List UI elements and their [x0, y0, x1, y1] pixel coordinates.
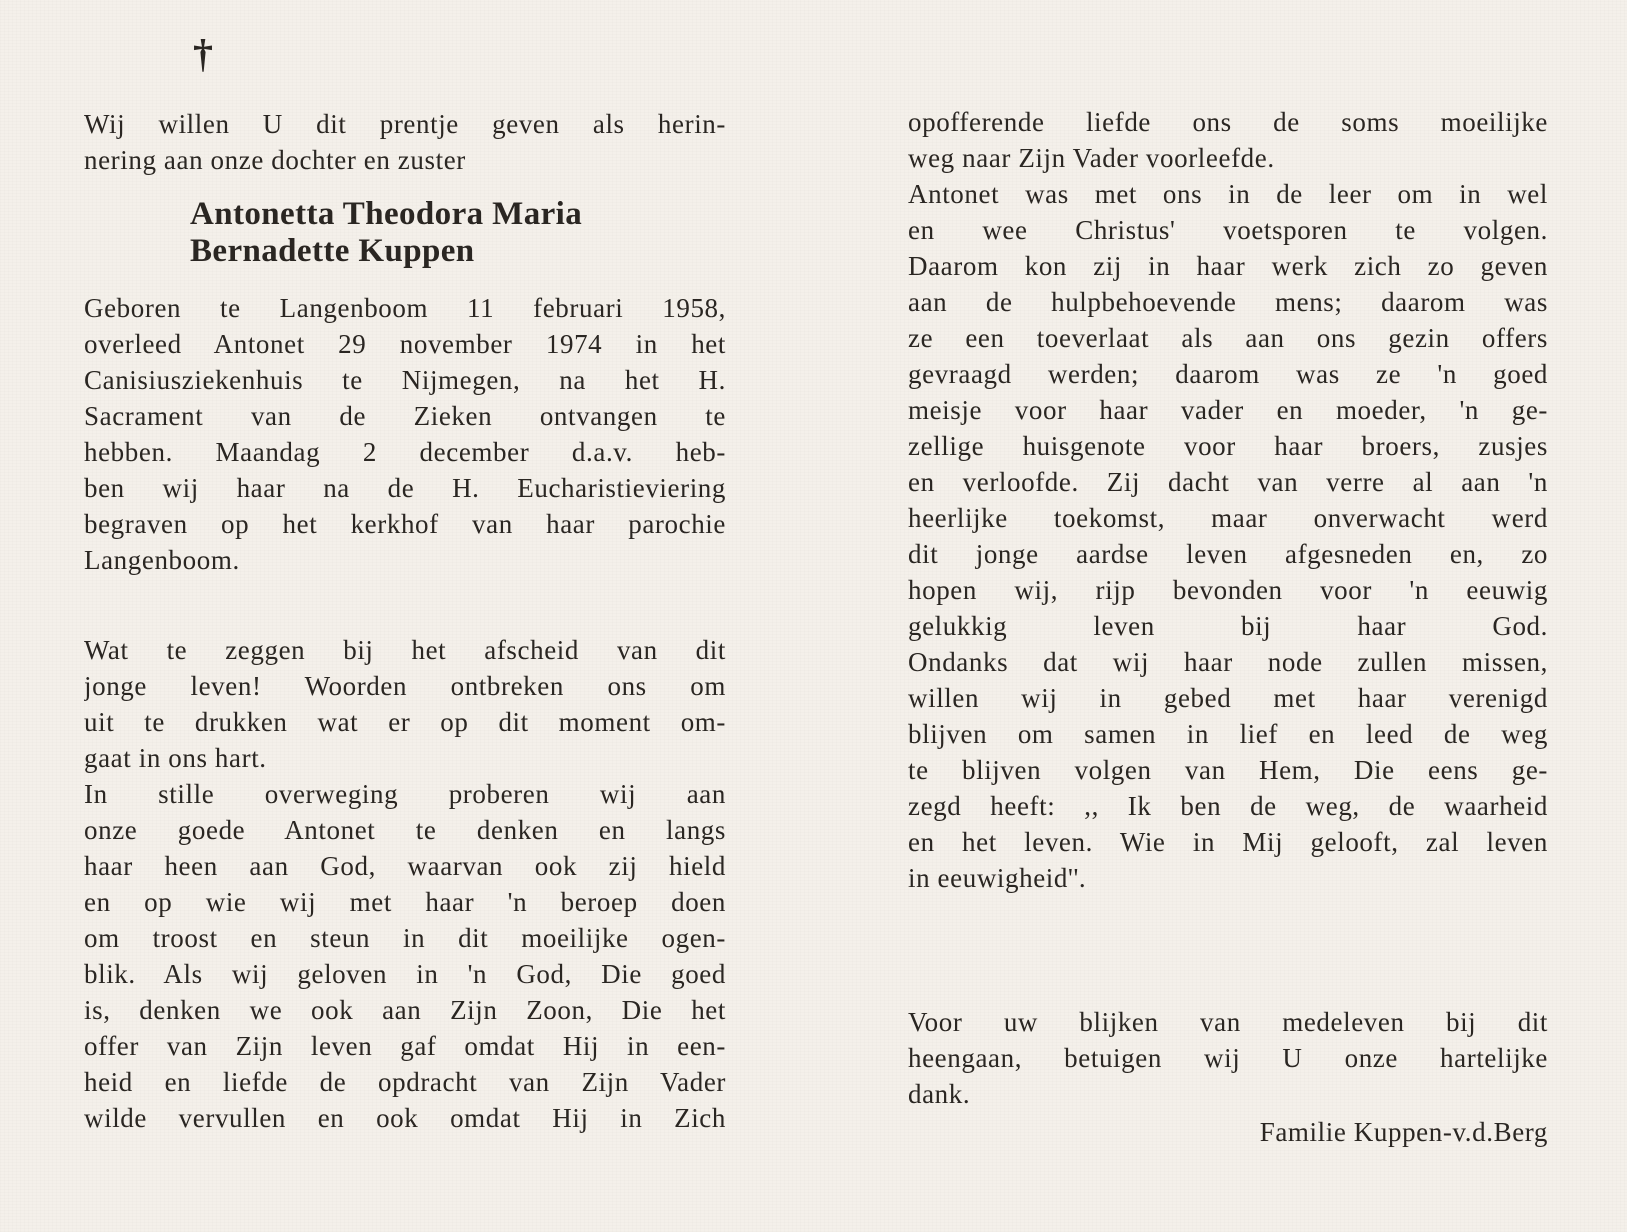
text-line: willen wij in gebed met haar verenigd — [908, 683, 1548, 713]
text-line: gevraagd werden; daarom was ze 'n goed — [908, 359, 1548, 389]
text-line: wilde vervullen en ook omdat Hij in Zich — [84, 1103, 726, 1133]
text-line: weg naar Zijn Vader voorleefde. — [908, 143, 1275, 173]
text-line: en op wie wij met haar 'n beroep doen — [84, 887, 726, 917]
spacer — [84, 578, 726, 632]
text-line: meisje voor haar vader en moeder, 'n ge- — [908, 395, 1548, 425]
text-line: zellige huisgenote voor haar broers, zusjes — [908, 431, 1548, 461]
family-signature: Familie Kuppen-v.d.Berg — [1259, 1117, 1548, 1147]
text-line: dank. — [908, 1079, 971, 1109]
text-line: gaat in ons hart. — [84, 743, 267, 773]
cross-icon: † — [193, 31, 213, 76]
text-line: te blijven volgen van Hem, Die eens ge- — [908, 755, 1548, 785]
text-line: offer van Zijn leven gaf omdat Hij in een- — [84, 1031, 726, 1061]
text-line: Langenboom. — [84, 545, 240, 575]
reflection-paragraph — [84, 632, 726, 1136]
right-column — [908, 104, 1548, 1112]
text-line: Voor uw blijken van medeleven bij dit — [908, 1007, 1548, 1037]
text-line: Ondanks dat wij haar node zullen missen, — [908, 647, 1548, 677]
text-line: aan de hulpbehoevende mens; daarom was — [908, 287, 1548, 317]
text-line: ze een toeverlaat als aan ons gezin offers — [908, 323, 1548, 353]
text-line: overleed Antonet 29 november 1974 in het — [84, 329, 726, 359]
text-line: blijven om samen in lief en leed de weg — [908, 719, 1548, 749]
text-line: haar heen aan God, waarvan ook zij hield — [84, 851, 726, 881]
continuation-paragraph — [908, 104, 1548, 896]
text-line: uit te drukken wat er op dit moment om- — [84, 707, 726, 737]
text-line: dit jonge aardse leven afgesneden en, zo — [908, 539, 1548, 569]
biography-paragraph — [84, 290, 726, 578]
text-line: nering aan onze dochter en zuster — [84, 145, 466, 175]
text-line: heengaan, betuigen wij U onze hartelijke — [908, 1043, 1548, 1073]
left-column — [84, 106, 726, 1136]
text-line: heid en liefde de opdracht van Zijn Vader — [84, 1067, 726, 1097]
text-line: hebben. Maandag 2 december d.a.v. heb- — [84, 437, 726, 467]
name-line: Antonetta Theodora Maria — [190, 196, 583, 232]
text-line: en wee Christus' voetsporen te volgen. — [908, 215, 1548, 245]
text-line: om troost en steun in dit moeilijke ogen- — [84, 923, 726, 953]
text-line: jonge leven! Woorden ontbreken ons om — [84, 671, 726, 701]
text-line: in eeuwigheid''. — [908, 863, 1087, 893]
deceased-name — [190, 196, 726, 270]
text-line: begraven op het kerkhof van haar parochie — [84, 509, 726, 539]
text-line: Canisiusziekenhuis te Nijmegen, na het H. — [84, 365, 726, 395]
text-line: Antonet was met ons in de leer om in wel — [908, 179, 1548, 209]
text-line: blik. Als wij geloven in 'n God, Die goed — [84, 959, 726, 989]
text-line: Sacrament van de Zieken ontvangen te — [84, 401, 726, 431]
text-line: onze goede Antonet te denken en langs — [84, 815, 726, 845]
text-line: Wat te zeggen bij het afscheid van dit — [84, 635, 726, 665]
text-line: Daarom kon zij in haar werk zich zo geven — [908, 251, 1548, 281]
text-line: ben wij haar na de H. Eucharistieviering — [84, 473, 726, 503]
text-line: en verloofde. Zij dacht van verre al aan 'n — [908, 467, 1548, 497]
text-line: heerlijke toekomst, maar onverwacht werd — [908, 503, 1548, 533]
text-line: hopen wij, rijp bevonden voor 'n eeuwig — [908, 575, 1548, 605]
text-line: In stille overweging proberen wij aan — [84, 779, 726, 809]
text-line: Wij willen U dit prentje geven als herin- — [84, 109, 726, 139]
thanks-paragraph — [908, 1004, 1548, 1112]
name-line: Bernadette Kuppen — [190, 233, 475, 269]
text-line: Geboren te Langenboom 11 februari 1958, — [84, 293, 726, 323]
text-line: opofferende liefde ons de soms moeilijke — [908, 107, 1548, 137]
text-line: zegd heeft: ,, Ik ben de weg, de waarheid — [908, 791, 1548, 821]
text-line: en het leven. Wie in Mij gelooft, zal leven — [908, 827, 1548, 857]
text-line: is, denken we ook aan Zijn Zoon, Die het — [84, 995, 726, 1025]
text-line: gelukkig leven bij haar God. — [908, 611, 1548, 641]
intro-paragraph — [84, 106, 726, 178]
spacer — [908, 896, 1548, 1004]
